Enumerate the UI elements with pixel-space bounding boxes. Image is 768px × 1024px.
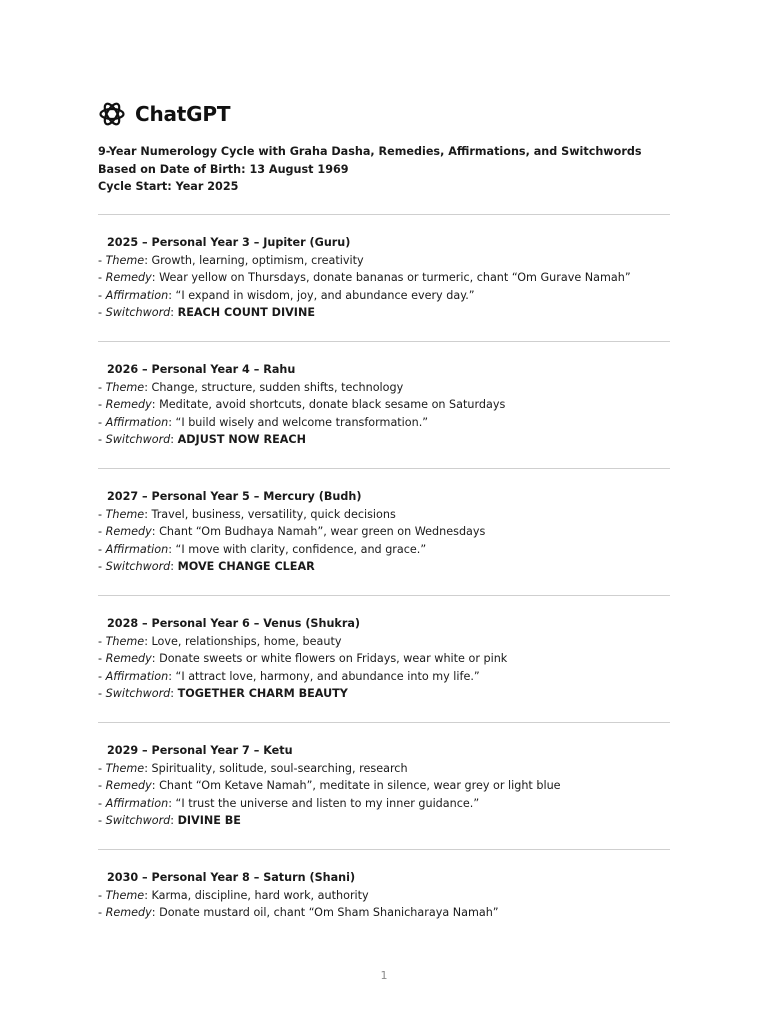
theme-value: Spirituality, solitude, soul-searching, research — [151, 761, 408, 775]
year-section — [98, 742, 670, 830]
affirmation-value: “I move with clarity, confidence, and grace.” — [175, 542, 427, 556]
switchword-line: - Switchword: REACH COUNT DIVINE — [98, 306, 315, 319]
affirmation-label: Affirmation — [105, 669, 169, 683]
theme-value: Change, structure, sudden shifts, technology — [151, 380, 404, 394]
divider — [98, 341, 670, 342]
remedy-value: Wear yellow on Thursdays, donate bananas or turmeric, chant “Om Gurave Namah” — [159, 271, 631, 284]
year-section — [98, 869, 670, 922]
switchword-line: - Switchword: TOGETHER CHARM BEAUTY — [98, 687, 348, 700]
affirmation-line: - Affirmation: “I expand in wisdom, joy, and abundance every day.” — [98, 288, 475, 302]
remedy-label: Remedy — [105, 779, 152, 792]
cycle-start: Cycle Start: Year 2025 — [98, 180, 239, 193]
theme-value: Growth, learning, optimism, creativity — [151, 253, 364, 267]
theme-label: Theme — [105, 253, 145, 267]
year-section — [98, 361, 670, 449]
date-of-birth: Based on Date of Birth: 13 August 1969 — [98, 162, 349, 176]
switchword-value: ADJUST NOW REACH — [177, 433, 306, 446]
remedy-label: Remedy — [105, 398, 152, 411]
year-section — [98, 488, 670, 576]
affirmation-line: - Affirmation: “I trust the universe and listen to my inner guidance.” — [98, 796, 480, 810]
switchword-value: DIVINE BE — [177, 814, 241, 827]
switchword-value: MOVE CHANGE CLEAR — [177, 560, 315, 573]
theme-label: Theme — [105, 380, 145, 394]
theme-line: - Theme: Travel, business, versatility, quick decisions — [98, 507, 396, 521]
theme-label: Theme — [105, 761, 145, 775]
switchword-label: Switchword — [105, 560, 171, 573]
affirmation-value: “I attract love, harmony, and abundance into my life.” — [175, 669, 480, 683]
remedy-line: - Remedy: Meditate, avoid shortcuts, donate black sesame on Saturdays — [98, 398, 506, 411]
affirmation-line: - Affirmation: “I build wisely and welcome transformation.” — [98, 415, 429, 429]
openai-knot-icon — [98, 100, 126, 128]
switchword-label: Switchword — [105, 814, 171, 827]
divider — [98, 214, 670, 215]
switchword-label: Switchword — [105, 306, 171, 319]
theme-value: Karma, discipline, hard work, authority — [151, 888, 369, 902]
affirmation-line: - Affirmation: “I attract love, harmony, and abundance into my life.” — [98, 669, 480, 683]
remedy-label: Remedy — [105, 525, 152, 538]
divider — [98, 595, 670, 596]
switchword-line: - Switchword: ADJUST NOW REACH — [98, 433, 306, 446]
theme-line: - Theme: Change, structure, sudden shifts, technology — [98, 380, 404, 394]
section-title: 2026 – Personal Year 4 – Rahu — [107, 363, 296, 376]
affirmation-line: - Affirmation: “I move with clarity, confidence, and grace.” — [98, 542, 427, 556]
document-title: 9-Year Numerology Cycle with Graha Dasha, Remedies, Affirmations, and Switchwords — [98, 145, 642, 158]
switchword-line: - Switchword: DIVINE BE — [98, 814, 241, 827]
affirmation-label: Affirmation — [105, 796, 169, 810]
remedy-value: Donate mustard oil, chant “Om Sham Shanicharaya Namah” — [159, 906, 499, 919]
remedy-label: Remedy — [105, 906, 152, 919]
brand-name: ChatGPT — [135, 102, 231, 126]
divider — [98, 468, 670, 469]
remedy-value: Chant “Om Budhaya Namah”, wear green on Wednesdays — [159, 525, 486, 538]
theme-value: Love, relationships, home, beauty — [151, 634, 342, 648]
remedy-line: - Remedy: Donate mustard oil, chant “Om Sham Shanicharaya Namah” — [98, 906, 499, 919]
remedy-line: - Remedy: Wear yellow on Thursdays, donate bananas or turmeric, chant “Om Gurave Namah” — [98, 271, 631, 284]
section-title: 2029 – Personal Year 7 – Ketu — [107, 744, 293, 757]
switchword-label: Switchword — [105, 433, 171, 446]
theme-label: Theme — [105, 634, 145, 648]
section-title: 2025 – Personal Year 3 – Jupiter (Guru) — [107, 236, 351, 249]
affirmation-value: “I trust the universe and listen to my inner guidance.” — [175, 796, 480, 810]
document-header — [98, 143, 670, 196]
remedy-line: - Remedy: Chant “Om Ketave Namah”, meditate in silence, wear grey or light blue — [98, 779, 561, 792]
theme-line: - Theme: Karma, discipline, hard work, authority — [98, 888, 369, 902]
theme-line: - Theme: Growth, learning, optimism, creativity — [98, 253, 364, 267]
section-title: 2030 – Personal Year 8 – Saturn (Shani) — [107, 871, 356, 884]
remedy-label: Remedy — [105, 652, 152, 665]
affirmation-value: “I expand in wisdom, joy, and abundance every day.” — [175, 288, 475, 302]
switchword-value: TOGETHER CHARM BEAUTY — [177, 687, 348, 700]
page-number: 1 — [380, 969, 388, 982]
affirmation-label: Affirmation — [105, 542, 169, 556]
remedy-value: Meditate, avoid shortcuts, donate black sesame on Saturdays — [159, 398, 506, 411]
switchword-value: REACH COUNT DIVINE — [177, 306, 315, 319]
switchword-line: - Switchword: MOVE CHANGE CLEAR — [98, 560, 315, 573]
divider — [98, 849, 670, 850]
affirmation-label: Affirmation — [105, 288, 169, 302]
divider — [98, 722, 670, 723]
remedy-label: Remedy — [105, 271, 152, 284]
affirmation-value: “I build wisely and welcome transformation.” — [175, 415, 429, 429]
remedy-value: Chant “Om Ketave Namah”, meditate in silence, wear grey or light blue — [159, 779, 561, 792]
brand-header — [98, 100, 230, 128]
remedy-value: Donate sweets or white flowers on Fridays, wear white or pink — [159, 652, 508, 665]
year-section — [98, 615, 670, 703]
affirmation-label: Affirmation — [105, 415, 169, 429]
switchword-label: Switchword — [105, 687, 171, 700]
year-section — [98, 234, 670, 322]
remedy-line: - Remedy: Donate sweets or white flowers on Fridays, wear white or pink — [98, 652, 508, 665]
theme-label: Theme — [105, 888, 145, 902]
theme-label: Theme — [105, 507, 145, 521]
section-title: 2027 – Personal Year 5 – Mercury (Budh) — [107, 490, 362, 503]
remedy-line: - Remedy: Chant “Om Budhaya Namah”, wear green on Wednesdays — [98, 525, 486, 538]
theme-line: - Theme: Spirituality, solitude, soul-searching, research — [98, 761, 408, 775]
theme-value: Travel, business, versatility, quick decisions — [151, 507, 396, 521]
section-title: 2028 – Personal Year 6 – Venus (Shukra) — [107, 617, 361, 630]
theme-line: - Theme: Love, relationships, home, beauty — [98, 634, 342, 648]
